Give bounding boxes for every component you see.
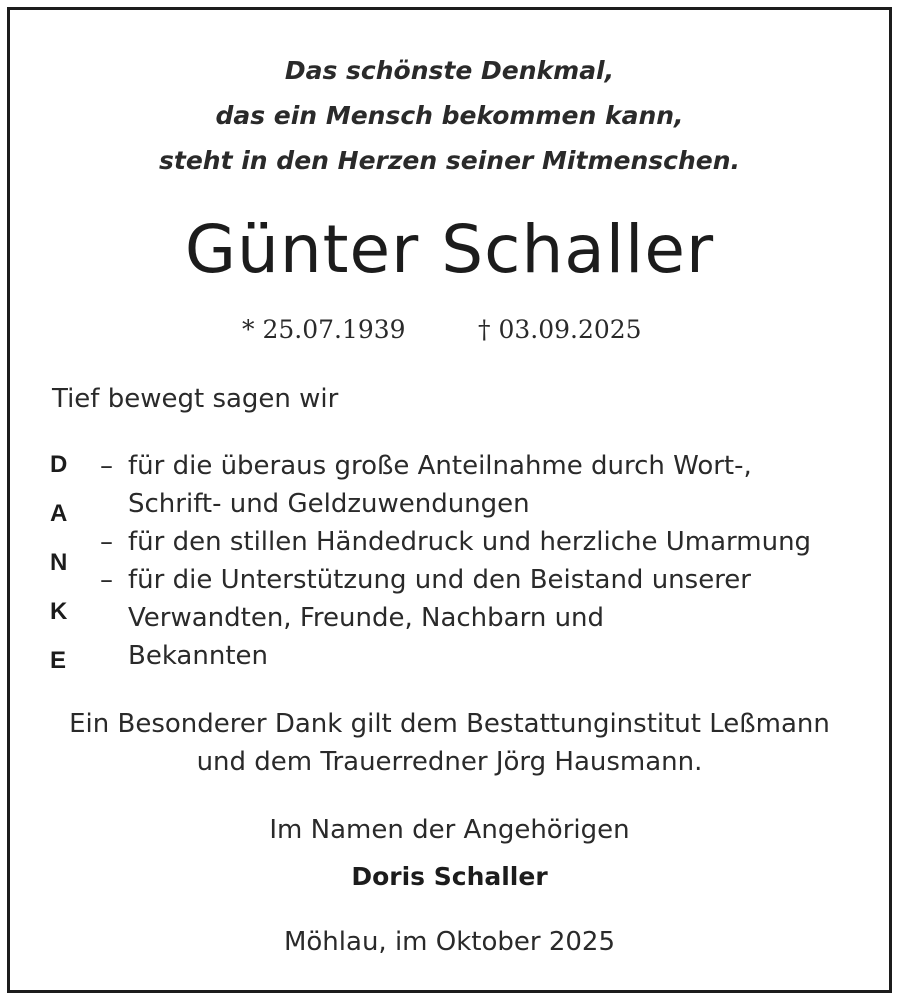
thanks-text: für die Unterstützung und den Beistand unserer (128, 565, 751, 595)
thanks-item (100, 561, 811, 599)
intro-text: Tief bewegt sagen wir (52, 384, 339, 414)
thanks-item-continuation (100, 485, 811, 523)
thanks-text: Schrift- und Geldzuwendungen (128, 489, 530, 519)
special-thanks (0, 705, 899, 781)
birth-date: * 25.07.1939 (242, 315, 406, 344)
thanks-text: Verwandten, Freunde, Nachbarn und (128, 603, 605, 633)
thanks-text: für die überaus große Anteilnahme durch Wort-, (128, 451, 752, 481)
list-dash: – (100, 451, 113, 481)
danke-vertical (50, 447, 74, 692)
special-thanks-line: Ein Besonderer Dank gilt dem Bestattunginstitut Leßmann (69, 709, 830, 739)
danke-letter: E (50, 647, 67, 674)
list-dash: – (100, 527, 113, 557)
on-behalf-label: Im Namen der Angehörigen (269, 815, 630, 845)
list-dash: – (100, 565, 113, 595)
thanks-item (100, 523, 811, 561)
quote-line: Das schönste Denkmal, (284, 56, 615, 85)
memorial-quote (0, 48, 899, 183)
deceased-name: Günter Schaller (184, 211, 715, 288)
thanks-text: Bekannten (128, 641, 268, 671)
thanks-item-continuation (100, 637, 811, 675)
quote-line: das ein Mensch bekommen kann, (215, 101, 684, 130)
thanks-list (100, 447, 811, 675)
danke-letter: D (50, 451, 68, 478)
death-date: † 03.09.2025 (478, 315, 642, 344)
thanks-text: für den stillen Händedruck und herzliche Umarmung (128, 527, 812, 557)
danke-letter: A (50, 500, 68, 527)
danke-letter: N (50, 549, 68, 576)
special-thanks-line: und dem Trauerredner Jörg Hausmann. (196, 747, 703, 777)
place-date: Möhlau, im Oktober 2025 (283, 927, 616, 957)
quote-line: steht in den Herzen seiner Mitmenschen. (158, 146, 741, 175)
signer-name: Doris Schaller (351, 862, 548, 891)
thanks-item (100, 447, 811, 485)
danke-letter: K (50, 598, 68, 625)
thanks-item-continuation (100, 599, 811, 637)
